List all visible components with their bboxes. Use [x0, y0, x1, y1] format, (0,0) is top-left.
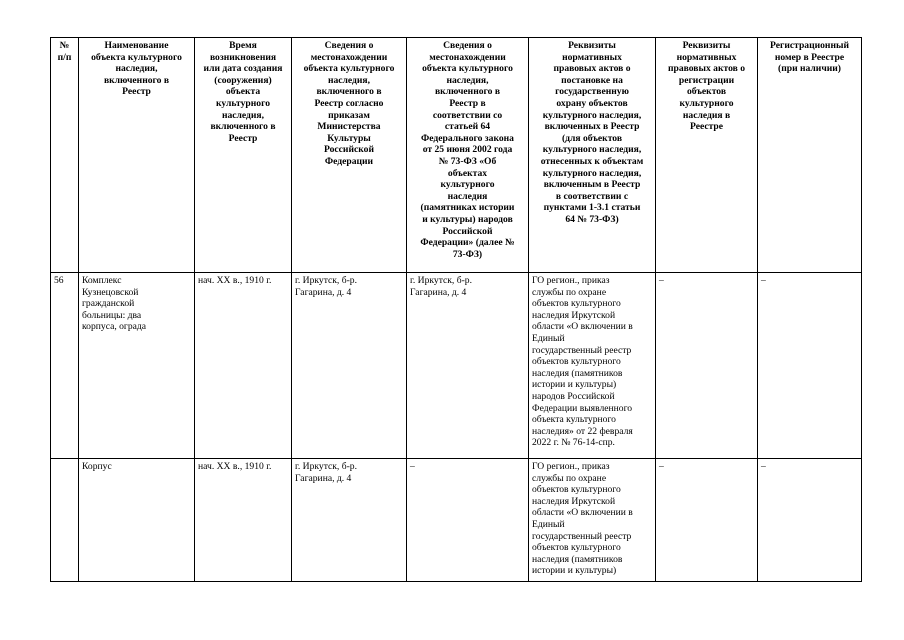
cell-text-line: 73-ФЗ): [452, 248, 483, 260]
cell-text-line: правовых актов о: [553, 63, 631, 75]
cell-object-name: [79, 273, 195, 459]
cell-text-line: включенного в: [103, 74, 170, 86]
cell-text-line: объектах: [447, 167, 488, 179]
cell-text-line: Министерства: [317, 121, 381, 133]
cell-text-line: п/п: [57, 51, 72, 63]
cell-registration-acts: [656, 273, 758, 459]
cell-text-line: службы по охране: [532, 472, 607, 484]
cell-text-line: и культуры) народов: [422, 213, 513, 225]
cell-text-line: пунктами 1-3.1 статьи: [543, 202, 641, 214]
cell-text-line: ГО регион., приказ: [532, 275, 610, 286]
cell-text-line: Гагарина, д. 4: [295, 472, 352, 484]
cell-text-line: –: [761, 275, 766, 286]
cell-text-line: народов Российской: [532, 390, 615, 402]
cell-text-line: государственный реестр: [532, 530, 632, 542]
header-row: [51, 38, 862, 273]
cell-text-line: Реестре: [689, 121, 724, 133]
cell-text-line: (для объектов: [561, 132, 623, 144]
cell-text-line: местонахождении: [429, 51, 506, 63]
cell-text-line: объектов: [686, 86, 727, 98]
cell-text-line: г. Иркутск, б-р.: [410, 275, 472, 286]
cell-text-line: государственную: [555, 86, 629, 98]
cell-protection-acts: [529, 273, 656, 459]
cell-text-line: Реестр: [228, 132, 258, 144]
cell-number: [51, 459, 79, 582]
cell-text-line: Единый: [532, 332, 565, 344]
cell-text-line: (памятниках истории: [420, 202, 515, 214]
cell-text-line: Время: [229, 40, 257, 51]
cell-text-line: г. Иркутск, б-р.: [295, 461, 357, 472]
cell-text-line: нормативных: [562, 51, 622, 63]
cell-text-line: наследия (памятников: [532, 367, 623, 379]
cell-text-line: включенных в Реестр: [544, 121, 640, 133]
cell-protection-acts: [529, 459, 656, 582]
cell-creation-date: [195, 459, 292, 582]
cell-text-line: Сведения о: [443, 40, 492, 51]
cell-text-line: Корпус: [82, 461, 112, 472]
cell-text-line: Кузнецовской: [82, 286, 139, 298]
header-protection-acts: [529, 38, 656, 273]
cell-text-line: культурного: [440, 179, 495, 191]
cell-text-line: постановке на: [561, 74, 623, 86]
cell-text-line: –: [659, 275, 664, 286]
cell-text-line: Реестр согласно: [314, 97, 384, 109]
cell-text-line: регистрации: [678, 74, 735, 86]
cell-creation-date: [195, 273, 292, 459]
cell-text-line: Комплекс: [82, 275, 122, 286]
cell-text-line: объектов культурного: [532, 484, 621, 496]
cell-text-line: охрану объектов: [556, 97, 628, 109]
cell-text-line: наследия,: [446, 74, 489, 86]
cell-text-line: Реквизиты: [568, 40, 616, 51]
cell-text-line: отнесенных к объектам: [540, 155, 644, 167]
header-location-ministry: [292, 38, 407, 273]
cell-text-line: или дата создания: [203, 63, 283, 75]
header-number: [51, 38, 79, 273]
cell-text-line: Реквизиты: [682, 40, 731, 51]
cell-text-line: Федерации выявленного: [532, 402, 633, 414]
cell-text-line: больницы: два: [82, 309, 142, 321]
cell-registration-acts: [656, 459, 758, 582]
cell-text-line: наследия,: [327, 74, 371, 86]
cell-text-line: Сведения о: [324, 40, 374, 51]
cell-text-line: области «О включении в: [532, 321, 633, 333]
cell-text-line: наследия,: [115, 63, 158, 75]
header-registration-number: [758, 38, 862, 273]
cell-text-line: Федерального закона: [421, 132, 514, 144]
cell-text-line: объектов культурного: [532, 356, 621, 368]
cell-text-line: культурного наследия,: [542, 144, 642, 156]
cell-text-line: государственный реестр: [532, 344, 632, 356]
cell-text-line: приказам: [328, 109, 370, 121]
cell-text-line: номер в Реестре: [774, 51, 845, 63]
cell-text-line: Реестр в: [449, 97, 486, 109]
cell-text-line: объекта культурного: [532, 414, 616, 426]
cell-text-line: корпуса, ограда: [82, 321, 147, 333]
cell-text-line: 64 № 73-ФЗ): [565, 213, 619, 225]
cell-text-line: (сооружения): [214, 74, 272, 86]
cell-text-line: –: [410, 461, 415, 472]
cell-text-line: Единый: [532, 518, 565, 530]
cell-text-line: наследия: [447, 190, 488, 202]
cell-text-line: наследия Иркутской: [532, 309, 616, 321]
header-object-name: [79, 38, 195, 273]
cell-text-line: нормативных: [676, 51, 737, 63]
cell-text-line: объектов культурного: [532, 542, 621, 554]
cell-text-line: объектов культурного: [532, 298, 621, 310]
cell-text-line: культурного: [679, 97, 734, 109]
cell-text-line: статьей 64: [444, 121, 491, 133]
cell-text-line: –: [761, 461, 766, 472]
cell-text-line: правовых актов о: [667, 63, 746, 75]
header-registration-acts: [656, 38, 758, 273]
cell-text-line: возникновения: [209, 51, 277, 63]
cell-text-line: нач. XX в., 1910 г.: [198, 275, 272, 286]
cell-text-line: Наименование: [104, 40, 169, 51]
cell-text-line: объекта: [225, 86, 261, 98]
cell-text-line: ГО регион., приказ: [532, 461, 610, 472]
cell-text-line: 56: [54, 275, 64, 286]
cell-text-line: Федерации» (далее №: [420, 237, 515, 249]
cell-location-ministry: [292, 459, 407, 582]
cell-text-line: наследия в: [682, 109, 731, 121]
cell-text-line: Регистрационный: [769, 40, 850, 51]
cell-registration-number: [758, 459, 862, 582]
cell-text-line: Российской: [442, 225, 493, 237]
cell-text-line: наследия» от 22 февраля: [532, 425, 633, 437]
cell-text-line: включенным в Реестр: [543, 179, 641, 191]
cell-location-law: [407, 459, 529, 582]
cell-text-line: культурного наследия,: [542, 109, 642, 121]
cell-text-line: № 73-ФЗ «Об: [438, 155, 497, 167]
cell-number: [51, 273, 79, 459]
cell-text-line: Федерации: [324, 155, 374, 167]
cell-text-line: наследия,: [221, 109, 265, 121]
cell-text-line: Российской: [324, 144, 374, 156]
cell-location-ministry: [292, 273, 407, 459]
cell-text-line: культурного наследия,: [542, 167, 642, 179]
cell-text-line: Культуры: [327, 132, 371, 144]
cell-text-line: (при наличии): [778, 63, 841, 75]
cell-text-line: культурного: [216, 97, 270, 109]
cell-object-name: [79, 459, 195, 582]
cell-text-line: наследия (памятников: [532, 553, 623, 565]
cell-text-line: включенного в: [210, 121, 276, 133]
cell-text-line: 2022 г. № 76-14-спр.: [532, 437, 615, 449]
table-row: [51, 273, 862, 459]
cell-text-line: объекта культурного: [91, 51, 182, 63]
table-row: [51, 459, 862, 582]
cell-text-line: объекта культурного: [303, 63, 395, 75]
cell-text-line: –: [659, 461, 664, 472]
cell-text-line: в соответствии с: [555, 190, 629, 202]
cell-text-line: соответствии со: [432, 109, 503, 121]
cell-registration-number: [758, 273, 862, 459]
cell-text-line: истории и культуры): [532, 379, 617, 391]
cell-text-line: области «О включении в: [532, 507, 633, 519]
cell-text-line: местонахождении: [310, 51, 388, 63]
header-location-law: [407, 38, 529, 273]
cell-text-line: объекта культурного: [422, 63, 513, 75]
heritage-register-table: [50, 37, 862, 582]
cell-text-line: наследия Иркутской: [532, 495, 616, 507]
cell-text-line: №: [59, 40, 70, 51]
cell-text-line: истории и культуры): [532, 565, 617, 577]
cell-text-line: гражданской: [82, 298, 135, 310]
cell-text-line: Гагарина, д. 4: [295, 286, 352, 298]
cell-text-line: г. Иркутск, б-р.: [295, 275, 357, 286]
cell-text-line: включенного в: [316, 86, 382, 98]
cell-text-line: Гагарина, д. 4: [410, 286, 467, 298]
cell-location-law: [407, 273, 529, 459]
cell-text-line: службы по охране: [532, 286, 607, 298]
cell-text-line: Реестр: [122, 86, 151, 98]
cell-text-line: нач. XX в., 1910 г.: [198, 461, 272, 472]
header-creation-date: [195, 38, 292, 273]
cell-text-line: включенного в: [434, 86, 501, 98]
cell-text-line: от 25 июня 2002 года: [422, 144, 513, 156]
